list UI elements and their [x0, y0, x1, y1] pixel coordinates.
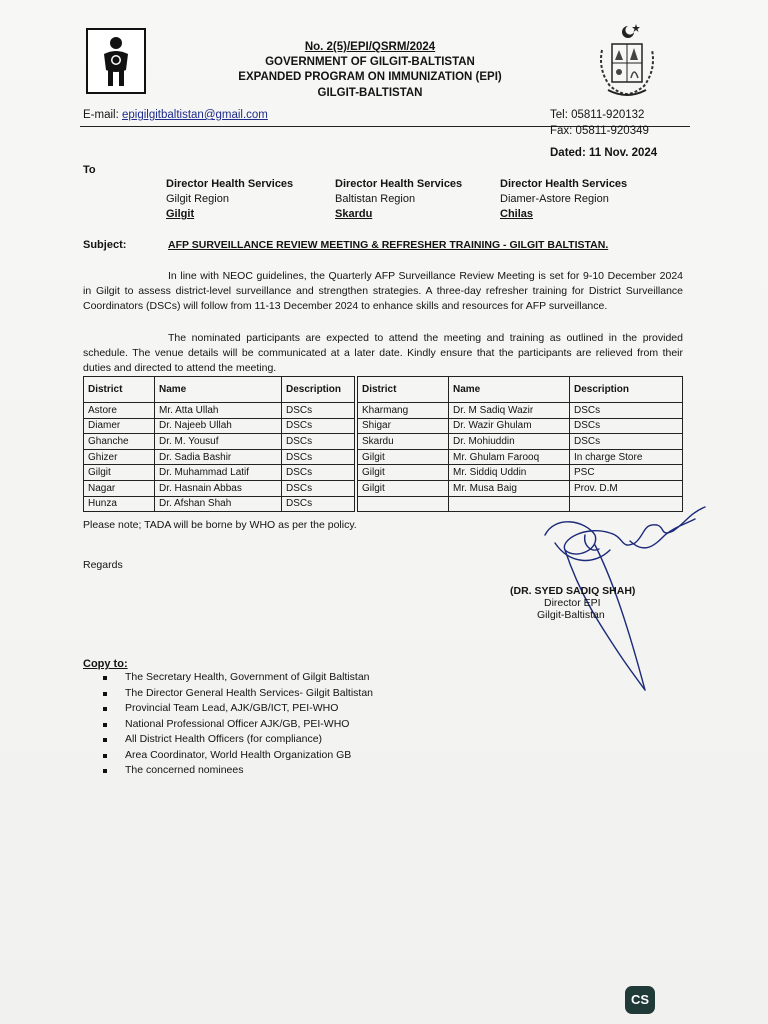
table-cell: DSCs: [282, 449, 355, 465]
subject-text: AFP SURVEILLANCE REVIEW MEETING & REFRESHER TRAINING - GILGIT BALTISTAN.: [168, 239, 609, 251]
letter-date: Dated: 11 Nov. 2024: [550, 147, 658, 159]
to-label: To: [83, 164, 96, 176]
recipient-region: Gilgit Region: [166, 193, 229, 205]
program-heading: EXPANDED PROGRAM ON IMMUNIZATION (EPI): [238, 71, 502, 83]
table-cell: Dr. Muhammad Latif: [155, 465, 282, 481]
camscanner-icon: CS: [625, 986, 655, 1014]
list-item: All District Health Officers (for compliance): [100, 732, 373, 748]
column-header: District: [84, 377, 155, 403]
column-header: Description: [570, 377, 683, 403]
recipient-gilgit: [166, 177, 293, 222]
reference-number: No. 2(5)/EPI/QSRM/2024: [304, 41, 436, 53]
list-item: The Secretary Health, Government of Gilgit Baltistan: [100, 670, 373, 686]
table-cell: DSCs: [282, 403, 355, 419]
recipient-title: Director Health Services: [166, 178, 294, 190]
table-cell: DSCs: [282, 434, 355, 450]
telephone: Tel: 05811-920132: [550, 109, 645, 121]
table-cell: Gilgit: [358, 480, 449, 496]
table-cell: Dr. M. Yousuf: [155, 434, 282, 450]
government-heading: GOVERNMENT OF GILGIT-BALTISTAN: [265, 56, 475, 68]
table-header-row: [84, 377, 683, 403]
table-cell: PSC: [570, 465, 683, 481]
table-cell: Mr. Atta Ullah: [155, 403, 282, 419]
table-cell: Kharmang: [358, 403, 449, 419]
table-cell: Gilgit: [358, 449, 449, 465]
copy-to-list: [100, 670, 373, 779]
recipient-title: Director Health Services: [500, 178, 628, 190]
table-cell: DSCs: [570, 418, 683, 434]
gilgit-baltistan-emblem-icon: [592, 20, 662, 102]
table-cell: Astore: [84, 403, 155, 419]
email-link[interactable]: epigilgitbaltistan@gmail.com: [121, 109, 268, 121]
table-cell: Skardu: [358, 434, 449, 450]
table-cell: DSCs: [282, 418, 355, 434]
table-cell: Dr. Wazir Ghulam: [449, 418, 570, 434]
table-cell: DSCs: [570, 434, 683, 450]
table-cell: Dr. Sadia Bashir: [155, 449, 282, 465]
table-cell: DSCs: [282, 496, 355, 512]
table-cell: Dr. Mohiuddin: [449, 434, 570, 450]
participants-table: [83, 376, 683, 512]
table-cell: DSCs: [570, 403, 683, 419]
signatory-location: Gilgit-Baltistan: [537, 609, 605, 621]
paragraph-meeting-text: In line with NEOC guidelines, the Quarterly AFP Surveillance Review Meeting is set for 9-10 December 2024 in Gilgit to assess district-level surveillance and strengthen strategies. A three-day refresher training for District Surveillance Coordinators (DSCs) will follow from 11-13 December 2024 to enhance skills and resources for AFP surveillance.: [83, 270, 683, 312]
list-item: National Professional Officer AJK/GB, PEI-WHO: [100, 717, 373, 733]
table-cell: Mr. Ghulam Farooq: [449, 449, 570, 465]
table-row: [84, 434, 683, 450]
table-cell: DSCs: [282, 480, 355, 496]
table-cell: Hunza: [84, 496, 155, 512]
epi-family-logo-icon: [86, 28, 146, 94]
list-item: Provincial Team Lead, AJK/GB/ICT, PEI-WHO: [100, 701, 373, 717]
table-cell: Mr. Siddiq Uddin: [449, 465, 570, 481]
paragraph-nominees: [83, 331, 683, 376]
table-cell: Mr. Musa Baig: [449, 480, 570, 496]
table-cell: Ghizer: [84, 449, 155, 465]
list-item: The concerned nominees: [100, 763, 373, 779]
column-header: Name: [449, 377, 570, 403]
paragraph-meeting: [83, 269, 683, 314]
subject-label: Subject:: [83, 239, 127, 251]
email-line: [83, 109, 268, 121]
table-cell: Ghanche: [84, 434, 155, 450]
recipient-city: Skardu: [335, 208, 373, 220]
table-cell: Prov. D.M: [570, 480, 683, 496]
column-header: Name: [155, 377, 282, 403]
recipient-region: Baltistan Region: [335, 193, 416, 205]
recipient-skardu: [335, 177, 462, 222]
tada-note: Please note; TADA will be borne by WHO as per the policy.: [83, 519, 357, 531]
regards-text: Regards: [83, 559, 123, 571]
recipient-title: Director Health Services: [335, 178, 463, 190]
table-cell: In charge Store: [570, 449, 683, 465]
table-row: [84, 480, 683, 496]
table-cell: Shigar: [358, 418, 449, 434]
table-row: [84, 418, 683, 434]
fax: Fax: 05811-920349: [550, 125, 649, 137]
signatory-name: (DR. SYED SADIQ SHAH): [510, 585, 636, 597]
list-item: Area Coordinator, World Health Organization GB: [100, 748, 373, 764]
table-cell: Gilgit: [358, 465, 449, 481]
table-cell: Dr. Afshan Shah: [155, 496, 282, 512]
table-cell: Dr. Hasnain Abbas: [155, 480, 282, 496]
table-cell: Diamer: [84, 418, 155, 434]
signatory-designation: Director EPI: [544, 597, 601, 609]
column-header: District: [358, 377, 449, 403]
signatory-block: [510, 585, 635, 621]
table-cell: Dr. Najeeb Ullah: [155, 418, 282, 434]
table-row: [84, 465, 683, 481]
email-label: E-mail:: [83, 109, 119, 121]
table-cell: Gilgit: [84, 465, 155, 481]
region-heading: GILGIT-BALTISTAN: [317, 87, 423, 99]
table-row: [84, 449, 683, 465]
table-cell: DSCs: [282, 465, 355, 481]
table-row: [84, 403, 683, 419]
copy-to-label: Copy to:: [83, 658, 128, 670]
recipient-city: Chilas: [500, 208, 534, 220]
table-cell: Dr. M Sadiq Wazir: [449, 403, 570, 419]
paragraph-nominees-text: The nominated participants are expected to attend the meeting and training as outlined in the provided schedule. The venue details will be communicated at a later date. Kindly ensure that the participants are relieved from their duties and directed to attend the meeting.: [83, 332, 683, 374]
table-cell: Nagar: [84, 480, 155, 496]
recipient-region: Diamer-Astore Region: [500, 193, 609, 205]
list-item: The Director General Health Services- Gilgit Baltistan: [100, 686, 373, 702]
recipient-chilas: [500, 177, 627, 222]
recipient-city: Gilgit: [166, 208, 195, 220]
column-header: Description: [282, 377, 355, 403]
table-cell: [358, 496, 449, 512]
